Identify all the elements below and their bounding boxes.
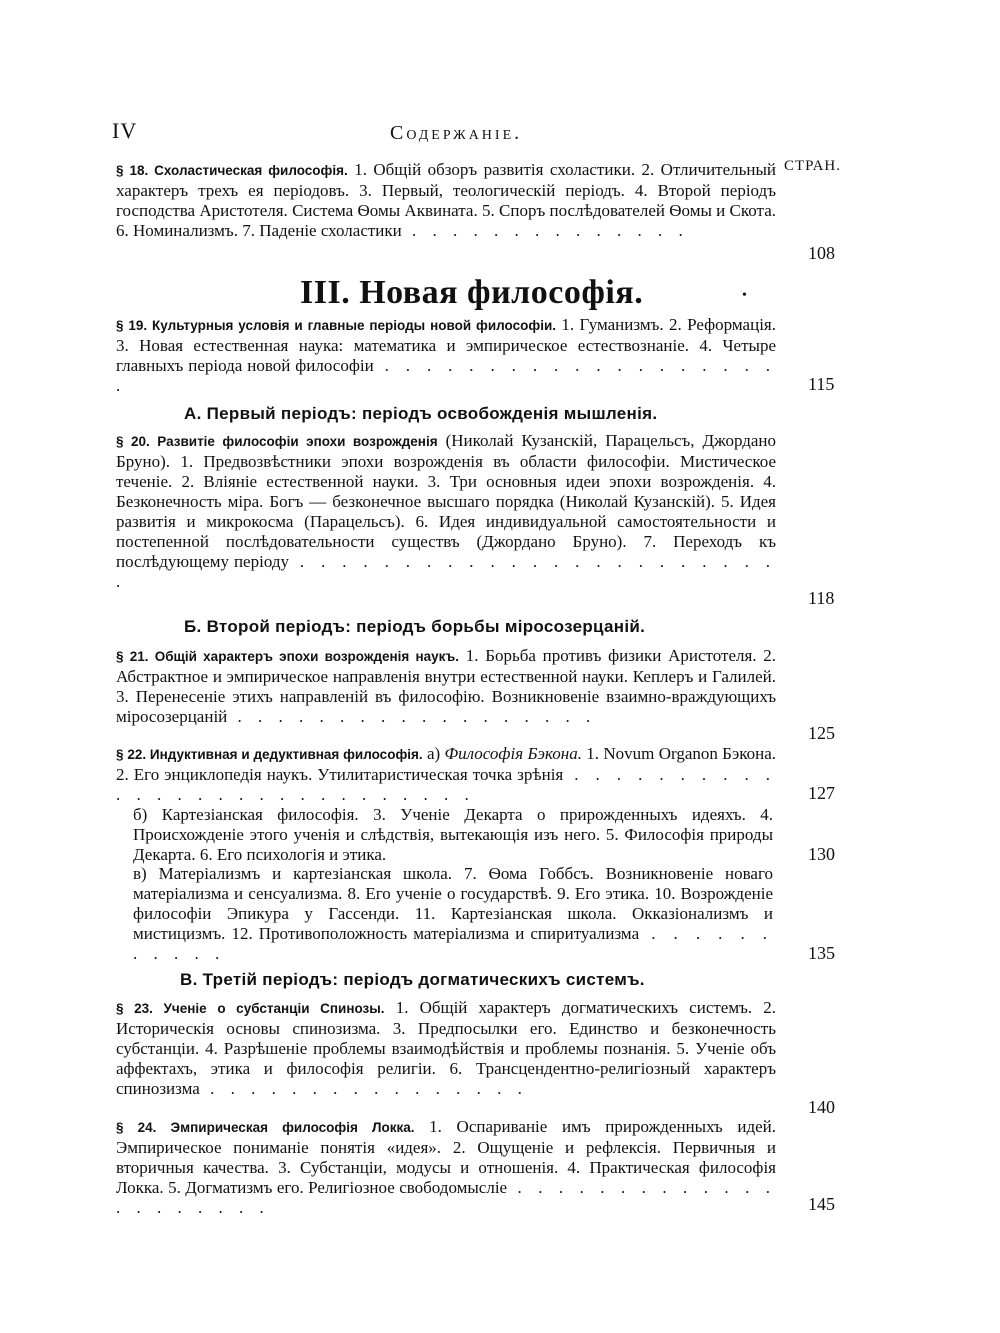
section-text: 1. Общій обзоръ развитія схоластики. 2. Отличительный характеръ трехъ ея періодовъ. 3. Первый, теологическій періодъ. 4. Второй періодъ господства Аристотеля. Система Ѳомы Аквината. 5. Споръ послѣдователей Ѳомы и Скота. 6. Номинализмъ. 7. Паденіе схоластики bbox=[116, 160, 777, 240]
section-heading: § 24. Эмпирическая философія Локка. bbox=[116, 1120, 415, 1135]
section-text: 1. Борьба противъ физики Аристотеля. 2. Абстрактное и эмпирическое направленія внутри естественной науки. Кеплеръ и Галилей. 3. Перенесеніе этихъ направленій въ философію. Возникновеніе взаимно-враждующихъ міросозерцаній bbox=[116, 646, 776, 726]
toc-subentry-b bbox=[133, 805, 773, 865]
toc-entry-24 bbox=[116, 1117, 776, 1218]
leader-dots: . . . . . . . . . . . . . . . . . . bbox=[227, 707, 597, 726]
page-ref: 115 bbox=[808, 374, 835, 394]
page-ref: 130 bbox=[808, 844, 835, 864]
page-number: IV bbox=[112, 118, 138, 143]
leader-dots: . . . . . . . . . . . . . . . . . . . . . . . . bbox=[116, 552, 776, 591]
section-heading: § 22. Индуктивная и дедуктивная философія. bbox=[116, 747, 423, 762]
period-heading-b: Б. Второй періодъ: періодъ борьбы міросозерцаній. bbox=[184, 617, 646, 636]
page-ref: 118 bbox=[808, 588, 835, 608]
section-heading: § 21. Общій характеръ эпохи возрожденія наукъ. bbox=[116, 649, 460, 664]
toc-entry-22 bbox=[116, 744, 776, 805]
page-ref: 145 bbox=[808, 1194, 835, 1214]
section-text: 1. Общій характеръ догматическихъ системъ. 2. Историческія основы спинозизма. 3. Предпосылки его. Единство и безконечность субстанціи. 4. Разрѣшеніе проблемы взаимодѣйствія и проблемы познанія. 5. Ученіе объ аффектахъ, этика и философія религіи. 6. Трансцендентно-религіозный характеръ спинозизма bbox=[116, 998, 777, 1098]
section-heading: § 18. Схоластическая философія. bbox=[116, 163, 348, 178]
leader-dots: . . . . . . . . . . . . . . . . bbox=[199, 1079, 528, 1098]
leader-dots: . . . . . . . . . . . . . . . . . . . . bbox=[116, 356, 777, 395]
section-text: 1. Гуманизмъ. 2. Реформація. 3. Новая естественная наука: математика и эмпирическое естествознаніе. 4. Четыре главныхъ періода новой философіи bbox=[116, 315, 776, 375]
period-heading-c: В. Третій періодъ: періодъ догматическихъ системъ. bbox=[180, 970, 645, 989]
part-title: III. Новая философія. bbox=[300, 274, 644, 311]
page-ref: 140 bbox=[808, 1097, 835, 1117]
sub-label: б) bbox=[133, 805, 148, 824]
sub-label: а) bbox=[426, 744, 441, 763]
leader-dots: . . . . . . . . . . . . . . bbox=[401, 221, 689, 240]
section-text: (Николай Кузанскій, Парацельсъ, Джордано Бруно). 1. Предвозвѣстники эпохи возрожденія въ области философіи. Мистическое теченіе. 2. Вліяніе естественной науки. 3. Три основныя идеи эпохи возрожденія. 4. Безконечность міра. Богъ — безконечное высшаго порядка (Николай Кузанскій). 5. Идея развитія и микрокосма (Парацельсъ). 6. Идея индивидуальной самостоятельности и постепенной послѣдовательности существъ (Джордано Бруно). 7. Переходъ къ послѣдующему періоду bbox=[116, 431, 777, 571]
page-ref: 135 bbox=[808, 943, 835, 963]
section-text: 1. Novum Organon Бэкона. 2. Его энциклопедія наукъ. Утилитаристическая точка зрѣнія bbox=[116, 744, 777, 784]
sub-title: Картезіанская философія. bbox=[161, 805, 359, 824]
toc-entry-20 bbox=[116, 431, 776, 592]
page-column-label: СТРАН. bbox=[784, 158, 842, 174]
page-ref: 125 bbox=[808, 723, 835, 743]
sub-title: Матеріализмъ и картезіанская школа. bbox=[158, 864, 453, 883]
period-heading-a: А. Первый періодъ: періодъ освобожденія мышленія. bbox=[184, 404, 658, 423]
page-ref: 127 bbox=[808, 783, 835, 803]
toc-entry-19 bbox=[116, 315, 776, 396]
section-heading: § 19. Культурныя условія и главные періоды новой философіи. bbox=[116, 318, 556, 333]
toc-subentry-c bbox=[133, 864, 773, 964]
sub-label: в) bbox=[133, 864, 147, 883]
leader-dots: . . . . . . . . . . . . . . . . . . . . . bbox=[116, 1178, 777, 1217]
sub-title: Философія Бэкона. bbox=[444, 744, 582, 763]
section-text: 3. Ученіе Декарта о прирожденныхъ идеяхъ. 4. Происхожденіе этого ученія и слѣдствія, вытекающія изъ него. 5. Философія природы Декарта. 6. Его психологія и этика. bbox=[133, 805, 774, 864]
section-text: 7. Ѳома Гоббсъ. Возникновеніе новаго матеріализма и сенсуализма. 8. Его ученіе о государствѣ. 9. Его этика. 10. Возрожденіе философіи Эпикура у Гассенди. 11. Картезіанская школа. Окказіонализмъ и мистицизмъ. 12. Противоположность матеріализма и спиритуализма bbox=[133, 864, 773, 943]
toc-entry-21 bbox=[116, 646, 776, 727]
running-title: Содержаніе. bbox=[390, 122, 523, 144]
section-heading: § 20. Развитіе философіи эпохи возрожденія bbox=[116, 434, 438, 449]
decor-mark: • bbox=[742, 288, 747, 303]
section-heading: § 23. Ученіе о субстанціи Спинозы. bbox=[116, 1001, 385, 1016]
leader-dots: . . . . . . . . . . . . . . . . . . . . . . . . . . . . bbox=[116, 765, 776, 804]
toc-entry-23 bbox=[116, 998, 776, 1099]
leader-dots: . . . . . . . . . . . bbox=[133, 924, 773, 963]
section-text: 1. Оспариваніе имъ прирожденныхъ идей. Эмпирическое пониманіе понятія «идея». 2. Ощущеніе и рефлексія. Первичныя и вторичныя качества. 3. Субстанціи, модусы и отношенія. 4. Практическая философія Локка. 5. Догматизмъ его. Религіозное свободомысліе bbox=[116, 1117, 776, 1197]
page-ref: 108 bbox=[808, 243, 835, 263]
toc-entry-18 bbox=[116, 160, 776, 241]
